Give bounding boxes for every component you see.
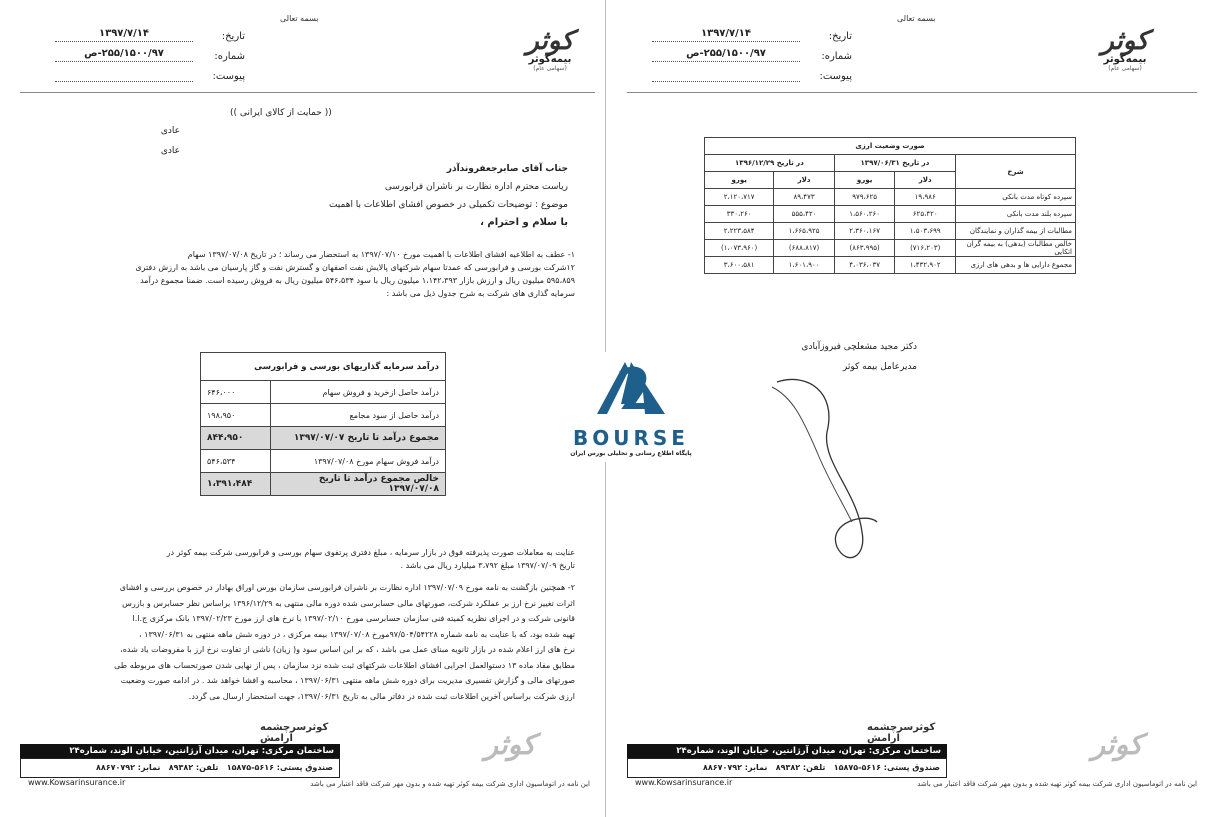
slogan: (( حمایت از کالای ایرانی )) [230,108,332,118]
letter-page-2 [607,0,1213,817]
currency-table-title: صورت وضعیت ارزی [705,138,1076,155]
bourse-logo-icon [591,352,671,422]
number-label: شماره: [821,51,852,62]
footer-address: ساختمان مرکزی: تهران، میدان آرژانتین، خیابان الوند، شماره۲۴ [20,744,340,758]
number-value: ۲۵۵/۱۵۰۰/۹۷-ص [55,48,193,62]
footer-note: این نامه در اتوماسیون اداری شرکت بیمه کوثر تهیه شده و بدون مهر شرکت فاقد اعتبار می باشد [310,780,590,788]
footer-brand: کوثرسرچشمه آرامش [867,722,936,744]
footer-website[interactable]: www.Kowsarinsurance.ir [28,778,126,787]
footer-address-block [20,722,340,778]
income-table-title: درآمد سرمایه گذاریهای بورسی و فرابورسی [201,353,446,381]
handwritten-signature [767,372,887,572]
footer-logo: کوثر [1091,728,1143,761]
attachment-label: پیوست: [212,71,245,82]
footer-contact: صندوق پستی: ۵۶۱۶-۱۵۸۷۵ تلفن: ۸۹۳۸۲ نمابر: ۸۸۶۷۰۷۹۲ [20,758,340,778]
header-fields [652,28,852,82]
paragraph-1: ۱- عطف به اطلاعیه افشای اطلاعات با اهمیت مورخ ۱۳۹۷/۰۷/۱۰ به استحضار می رساند ؛ در تاریخ ۱۳۹۷/۰۷/۰۸ سهام ۱۲شرکت بورسی و فرابورسی که عمدتا سهام شرکتهای پالایش نفت اصفهان و گسترش نفت و گاز پارسیان می باشد به ارزش دفتری ۵۹۵،۸۵۹ میلیون ریال و ارزش بازار ۱،۱۴۲،۳۹۳ میلیون ریال با سود ۵۴۶،۵۳۴ میلیون ریال به فروش رسیده است. ضمنا مجموع درآمد سرمایه گذاری های شرکت به شرح جدول ذیل می باشد : [135,250,575,298]
attachment-label: پیوست: [819,71,852,82]
table-row: مطالبات از بیمه گذاران و نمایندگان ۱،۵۰۳،۶۹۹ ۲،۳۶۰،۱۶۷ ۱،۶۶۵،۹۲۵ ۲،۲۲۳،۵۸۴ [705,223,1076,240]
footer-note: این نامه در اتوماسیون اداری شرکت بیمه کوثر تهیه شده و بدون مهر شرکت فاقد اعتبار می باشد [917,780,1197,788]
number-value: ۲۵۵/۱۵۰۰/۹۷-ص [652,48,800,62]
footer-contact: صندوق پستی: ۵۶۱۶-۱۵۸۷۵ تلفن: ۸۹۳۸۲ نمابر: ۸۸۶۷۰۷۹۲ [627,758,947,778]
addressee: جناب آقای صابرجعفروندآذر [446,164,568,174]
company-logo: کوثر بیمه‌کوثر (سهامی عام) [526,26,574,72]
date-label: تاریخ: [828,31,852,42]
bismillah: بسمه تعالی [897,14,936,23]
header-fields [55,28,245,82]
bourse-watermark [566,352,696,462]
table-row: درآمد حاصل از سود مجامع ۱۹۸،۹۵۰ [201,404,446,427]
attachment-value [55,68,193,82]
footer-address-block [627,722,947,778]
bourse-wordmark: BOURSE [573,426,689,450]
table-row: سپرده کوتاه مدت بانکی ۱۹،۹۸۶ ۹۷۹،۶۲۵ ۸۹،۴۷۳ ۲،۱۲۰،۷۱۷ [705,189,1076,206]
classification-1: عادی [160,126,180,136]
addressee-title: ریاست محترم اداره نظارت بر ناشران فرابورسی [384,182,568,192]
paragraph-3: ۲- همچنین بازگشت به نامه مورخ ۱۳۹۷/۰۷/۰۹ اداره نظارت بر ناشران فرابورسی سازمان بورس اوراق بهادار در خصوص بررسی و افشای اثرات تغییر نرخ ارز بر عملکرد شرکت، صورتهای مالی حسابرسی شده دوره مالی منتهی به ۱۳۹۶/۱۲/۲۹ براساس نظر حسابرس و بازرس قانونی شرکت و در اجرای نظریه کمیته فنی سازمان حسابرسی مورخ ۱۳۹۷/۰۲/۱۰ با نرخ های ارز مورخ ۱۳۹۷/۰۲/۲۳ بانک مرکزی ج.ا.ا تهیه شده بود، که با عنایت به نامه شماره ۹۷/۵۰۴/۵۴۲۲۸مورخ ۱۳۹۷/۰۷/۰۸ بیمه مرکزی ، در دوره شش ماهه منتهی به ۱۳۹۷/۰۶/۳۱ ، نرخ های ارز اعلام شده در بازار ثانویه مبنای عمل می باشد ، که بر این اساس سود و( زیان) ناشی از تفاوت نرخ ارز با مفروضات یاد شده، مطابق مفاد ماده ۱۳ دستوالعمل اجرایی افشای اطلاعات شرکتهای ثبت شده نزد سازمان ، پس از نهایی شدن صورتحساب های مربوطه طی صورتهای مالی و گزارش تفسیری مدیریت برای دوره شش ماهه منتهی ۱۳۹۷/۰۶/۳۱ ، محاسبه و افشا خواهد شد . در ادامه صورت وضعیت ارزی شرکت براساس آخرین اطلاعات ثبت شده در دفاتر مالی به تاریخ ۱۳۹۷/۰۶/۳۱، جهت استحضار ارسال می گردد. [114,583,575,701]
number-label: شماره: [214,51,245,62]
bourse-tagline: پایگاه اطلاع رسانی و تحلیلی بورس ایران [570,450,692,457]
date-value: ۱۳۹۷/۷/۱۴ [55,28,193,42]
letter-page-1 [0,0,606,817]
table-row: خالص مجموع درآمد تا تاریخ ۱۳۹۷/۰۷/۰۸ ۱،۳۹۱،۴۸۴ [201,473,446,496]
table-row: مجموع دارایی ها و بدهی های ارزی ۱،۴۳۲،۹۰۲ ۴،۰۳۶،۰۳۷ ۱،۶۰۱،۹۰۰ ۳،۶۰۰،۵۸۱ [705,257,1076,274]
classification-2: عادی [160,146,180,156]
footer-address: ساختمان مرکزی: تهران، میدان آرژانتین، خیابان الوند، شماره۲۴ [627,744,947,758]
date-label: تاریخ: [221,31,245,42]
paragraph-2: عنایت به معاملات صورت پذیرفته فوق در بازار سرمایه ، مبلغ دفتری پرتفوی سهام بورسی و فرابورسی شرکت بیمه کوثر در تاریخ ۱۳۹۷/۰۷/۰۹ مبلغ ۳،۷۹۲ میلیارد ریال می باشد . [166,548,575,570]
footer-brand: کوثرسرچشمه آرامش [260,722,329,744]
company-logo: کوثر بیمه‌کوثر (سهامی عام) [1101,26,1149,72]
table-row: خالص مطالبات (بدهی) به بیمه گران اتکایی (۷۱۶،۲۰۳) (۸۶۳،۹۹۵) (۶۸۸،۸۱۷) (۱،۰۷۳،۹۶۰) [705,240,1076,257]
header-divider [20,92,595,93]
income-table [200,352,446,496]
greeting: با سلام و احترام ، [480,217,568,228]
currency-table: صورت وضعیت ارزی شرح در تاریخ ۱۳۹۷/۰۶/۳۱ در تاریخ ۱۳۹۶/۱۲/۲۹ دلار یورو دلار یورو سپرده کوتاه مدت بانکی ۱۹،۹۸۶ ۹۷۹،۶۲۵ ۸۹،۴۷۳ ۲،۱۲۰،۷۱۷ سپرده بلند مدت بانکی ۶۲۵،۴۲۰ ۱،۵۶۰،۲۶۰ ۵۵۵،۴۲۰ ۳۳۰،۲۶۰ مطالبات از بیمه گذاران و نمایندگان ۱،۵۰۳،۶۹۹ ۲،۳۶۰،۱۶۷ ۱،۶۶۵،۹۲۵ ۲،۲۲۳،۵۸۴ خالص مطالبات (بدهی) به بیمه گران اتکایی (۷۱۶،۲۰۳) (۸۶۳،۹۹۵) (۶۸۸،۸۱۷) (۱،۰۷۳،۹۶۰) مجموع دارایی ها و بدهی های ارزی ۱،۴۳۲،۹۰۲ ۴،۰۳۶،۰۳۷ ۱،۶۰۱،۹۰۰ ۳،۶۰۰،۵۸۱ [704,137,1076,274]
signatory-title: مدیرعامل بیمه کوثر [842,362,917,372]
subject: موضوع : توضیحات تکمیلی در خصوص افشای اطلاعات با اهمیت [328,200,568,210]
table-row: درآمد حاصل ازخرید و فروش سهام ۶۴۶،۰۰۰ [201,381,446,404]
attachment-value [652,68,800,82]
date-value: ۱۳۹۷/۷/۱۴ [652,28,800,42]
table-row: درآمد فروش سهام مورخ ۱۳۹۷/۰۷/۰۸ ۵۴۶،۵۳۴ [201,450,446,473]
bismillah: بسمه تعالی [280,14,319,23]
signatory-name: دکتر مجید مشعلچی فیروزآبادی [801,342,917,352]
header-divider [627,92,1197,93]
table-row: سپرده بلند مدت بانکی ۶۲۵،۴۲۰ ۱،۵۶۰،۲۶۰ ۵۵۵،۴۲۰ ۳۳۰،۲۶۰ [705,206,1076,223]
table-row: مجموع درآمد تا تاریخ ۱۳۹۷/۰۷/۰۷ ۸۴۴،۹۵۰ [201,427,446,450]
footer-logo: کوثر [484,728,536,761]
footer-website[interactable]: www.Kowsarinsurance.ir [635,778,733,787]
